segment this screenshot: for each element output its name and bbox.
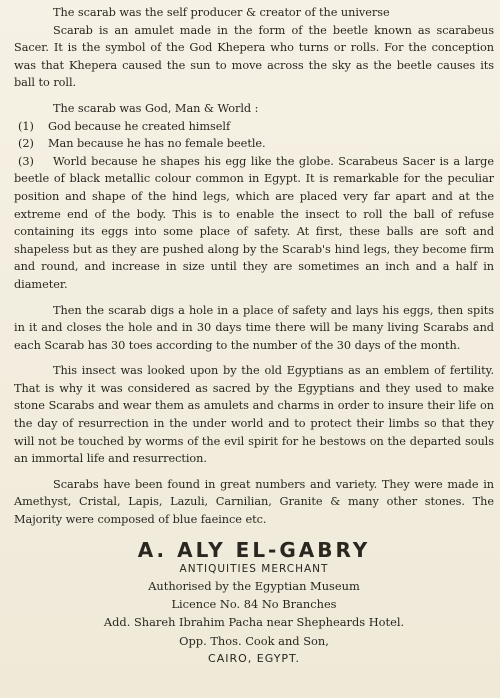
city-line: CAIRO, EGYPT. bbox=[208, 652, 300, 666]
list-item-1 bbox=[14, 118, 494, 136]
paragraph-scarab-amulet: Scarab is an amulet made in the form of the beetle known as scarabeus Sacer. It is the symbol of the God Khepera who turns or rolls. For the conception was that Khepera caused the sun to move across the sky as the beetle causes its ball to roll. bbox=[14, 23, 494, 90]
address-line: Add. Shareh Ibrahim Pacha near Shepheards Hotel. bbox=[103, 615, 405, 630]
intro-line: The scarab was the self producer & creator of the universe bbox=[53, 6, 390, 19]
list-item-2 bbox=[14, 135, 494, 153]
list-text: Man because he has no female beetle. bbox=[48, 137, 266, 151]
list-number: (1) bbox=[18, 119, 34, 133]
opposite-line: Opp. Thos. Cook and Son, bbox=[179, 633, 329, 648]
paragraph-digs-hole: Then the scarab digs a hole in a place of safety and lays his eggs, then spits in it and closes the hole and in 30 days time there will be many living Scarabs and each Scarab has 30 toes according to the number of the 30 days of the month. bbox=[14, 303, 494, 352]
paragraph-god-man-world: The scarab was God, Man & World : bbox=[53, 101, 259, 115]
list-text: World because he shapes his egg like the globe. Scarabeus Sacer is a large beetle of black metallic colour common in Egypt. It is remarkable for the peculiar position and shape of the hind legs, which are placed very far apart and at the extreme end of the body. This is to enable the insect to roll the ball of refuse containing its eggs into some place of safety. At first, these balls are soft and shapeless but as they are pushed along by the Scarab's hind legs, they become firm and round, and increase in size until they are sometimes an inch and a half in diameter. bbox=[14, 154, 494, 291]
paragraph-fertility: This insect was looked upon by the old Egyptians as an emblem of fertility. That is why it was considered as sacred by the Egyptians and they used to make stone Scarabs and wear them as amulets and charms in order to insure their life on the day of resurrection in the under world and to protect their limbs so that they will not be touched by worms of the evil spirit for he bestows on the departed souls an immortal life and resurrection. bbox=[14, 364, 494, 466]
list-number: (3) bbox=[18, 154, 34, 168]
list-text: God because he created himself bbox=[48, 119, 231, 133]
list-item-3 bbox=[14, 153, 494, 294]
authorised-line: Authorised by the Egyptian Museum bbox=[148, 578, 360, 593]
merchant-footer bbox=[14, 539, 494, 668]
licence-line: Licence No. 84 No Branches bbox=[171, 597, 337, 612]
document-body bbox=[14, 4, 494, 529]
list-number: (2) bbox=[18, 137, 34, 151]
merchant-name: A. ALY EL-GABRY bbox=[137, 537, 371, 562]
merchant-title: ANTIQUITIES MERCHANT bbox=[179, 562, 329, 575]
paragraph-materials: Scarabs have been found in great numbers and variety. They were made in Amethyst, Cristal, Lapis, Lazuli, Carnilian, Granite & many other stones. The Majority were composed of blue faeince etc. bbox=[14, 477, 494, 527]
